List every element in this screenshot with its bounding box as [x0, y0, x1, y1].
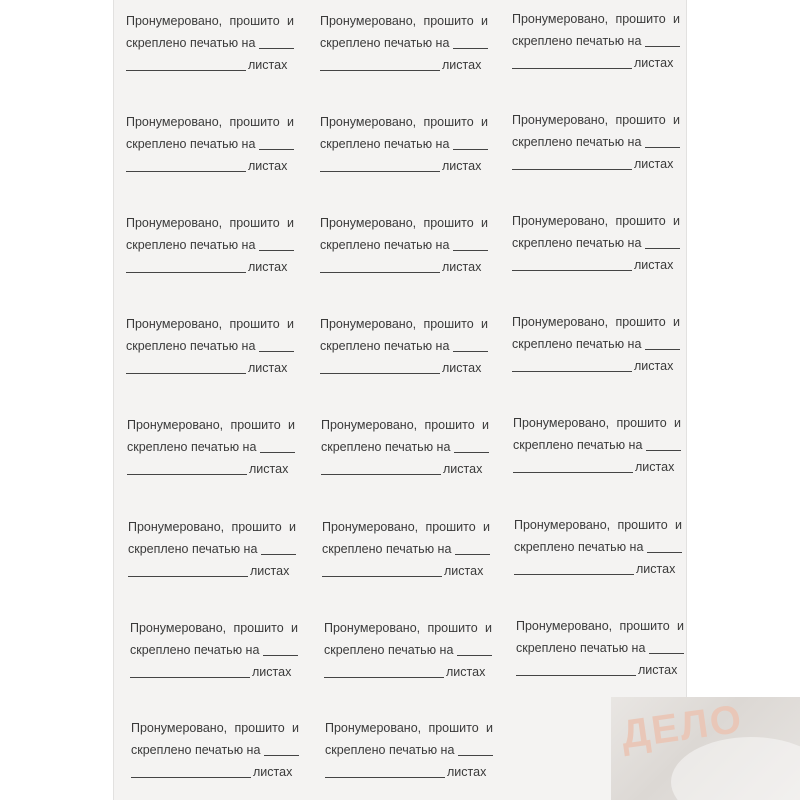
sticker-label: [322, 516, 490, 596]
label-word-stitched: прошито: [615, 12, 666, 26]
label-word-and: и: [287, 317, 294, 331]
label-word-numbered: Пронумеровано,: [320, 115, 417, 129]
label-line-1: [126, 313, 294, 335]
sheet-count-words-blank: [322, 576, 442, 577]
sheet-count-blank: [645, 232, 680, 249]
label-word-and: и: [674, 416, 681, 430]
label-word-sheets: листах: [248, 260, 288, 274]
label-word-stitched: прошито: [615, 214, 666, 228]
label-text-sealed: скреплено печатью на: [512, 236, 642, 250]
label-word-numbered: Пронумеровано,: [512, 113, 609, 127]
label-word-and: и: [482, 418, 489, 432]
label-word-numbered: Пронумеровано,: [512, 12, 609, 26]
sheet-count-blank: [645, 333, 680, 350]
sticker-label: [320, 10, 488, 90]
label-line-3: [512, 153, 680, 175]
label-text-sealed: скреплено печатью на: [320, 339, 450, 353]
label-line-3: [126, 155, 294, 177]
label-word-stitched: прошито: [233, 621, 284, 635]
label-line-3: [512, 52, 680, 74]
label-line-3: [131, 761, 299, 783]
label-line-1: [131, 717, 299, 739]
sheet-count-blank: [645, 131, 680, 148]
label-line-1: [126, 10, 294, 32]
label-line-2: [126, 335, 294, 357]
label-word-stitched: прошито: [231, 520, 282, 534]
label-line-3: [512, 254, 680, 276]
label-line-1: [512, 210, 680, 232]
sheet-count-blank: [259, 234, 294, 251]
sheet-count-blank: [454, 436, 489, 453]
sheet-count-words-blank: [324, 677, 444, 678]
label-line-3: [324, 661, 492, 683]
label-line-2: [320, 32, 488, 54]
sticker-label: [130, 617, 298, 697]
label-text-sealed: скреплено печатью на: [130, 643, 260, 657]
label-word-sheets: листах: [252, 665, 292, 679]
label-line-2: [512, 131, 680, 153]
sheet-count-words-blank: [516, 675, 636, 676]
sticker-label: [320, 111, 488, 191]
label-line-1: [512, 109, 680, 131]
label-line-2: [126, 133, 294, 155]
label-text-sealed: скреплено печатью на: [512, 135, 642, 149]
label-word-numbered: Пронумеровано,: [320, 14, 417, 28]
sheet-count-words-blank: [321, 474, 441, 475]
sticker-label: [512, 311, 680, 391]
label-line-2: [324, 639, 492, 661]
label-line-1: [513, 412, 681, 434]
label-word-stitched: прошито: [427, 621, 478, 635]
sheet-count-blank: [455, 538, 490, 555]
sticker-label: [513, 412, 681, 492]
label-word-stitched: прошито: [616, 416, 667, 430]
label-text-sealed: скреплено печатью на: [126, 137, 256, 151]
label-line-3: [320, 357, 488, 379]
label-word-stitched: прошито: [229, 216, 280, 230]
sheet-count-blank: [646, 434, 681, 451]
label-line-2: [126, 32, 294, 54]
label-word-and: и: [673, 113, 680, 127]
sticker-label: [128, 516, 296, 596]
label-word-and: и: [483, 520, 490, 534]
label-text-sealed: скреплено печатью на: [126, 339, 256, 353]
label-word-stitched: прошито: [615, 315, 666, 329]
label-word-and: и: [677, 619, 684, 633]
sticker-label: [126, 10, 294, 90]
label-word-sheets: листах: [638, 663, 678, 677]
sheet-count-words-blank: [320, 171, 440, 172]
label-line-1: [320, 10, 488, 32]
sheet-count-words-blank: [128, 576, 248, 577]
label-word-and: и: [481, 14, 488, 28]
label-line-1: [512, 311, 680, 333]
sticker-label: [127, 414, 295, 494]
label-line-1: [126, 111, 294, 133]
label-word-and: и: [481, 216, 488, 230]
sheet-count-blank: [645, 30, 680, 47]
label-word-sheets: листах: [248, 159, 288, 173]
label-word-stitched: прошито: [229, 317, 280, 331]
label-word-sheets: листах: [634, 56, 674, 70]
label-line-2: [512, 30, 680, 52]
label-word-numbered: Пронумеровано,: [322, 520, 419, 534]
label-word-stitched: прошито: [423, 216, 474, 230]
sticker-label: [512, 210, 680, 290]
sheet-count-blank: [259, 32, 294, 49]
label-word-and: и: [287, 115, 294, 129]
label-text-sealed: скреплено печатью на: [513, 438, 643, 452]
label-word-and: и: [673, 315, 680, 329]
label-word-stitched: прошито: [423, 14, 474, 28]
label-line-2: [325, 739, 493, 761]
label-word-numbered: Пронумеровано,: [128, 520, 225, 534]
sheet-count-words-blank: [126, 373, 246, 374]
label-line-3: [126, 357, 294, 379]
sheet-count-blank: [453, 335, 488, 352]
label-word-sheets: листах: [444, 564, 484, 578]
sheet-count-blank: [259, 335, 294, 352]
label-word-numbered: Пронумеровано,: [513, 416, 610, 430]
label-text-sealed: скреплено печатью на: [325, 743, 455, 757]
label-line-1: [324, 617, 492, 639]
label-word-numbered: Пронумеровано,: [516, 619, 613, 633]
label-line-2: [128, 538, 296, 560]
label-text-sealed: скреплено печатью на: [128, 542, 258, 556]
sticker-label: [126, 111, 294, 191]
label-line-3: [514, 558, 682, 580]
label-line-2: [512, 232, 680, 254]
label-word-and: и: [485, 621, 492, 635]
label-word-and: и: [481, 317, 488, 331]
label-word-sheets: листах: [442, 260, 482, 274]
sheet-count-blank: [264, 739, 299, 756]
label-word-stitched: прошито: [423, 317, 474, 331]
label-word-numbered: Пронумеровано,: [512, 315, 609, 329]
sheet-count-words-blank: [513, 472, 633, 473]
label-line-2: [320, 234, 488, 256]
label-word-numbered: Пронумеровано,: [126, 216, 223, 230]
label-word-sheets: листах: [253, 765, 293, 779]
label-line-1: [320, 111, 488, 133]
label-line-2: [127, 436, 295, 458]
sheet-count-words-blank: [320, 373, 440, 374]
label-word-numbered: Пронумеровано,: [127, 418, 224, 432]
label-line-3: [320, 54, 488, 76]
label-text-sealed: скреплено печатью на: [512, 34, 642, 48]
label-word-sheets: листах: [447, 765, 487, 779]
label-word-and: и: [291, 621, 298, 635]
label-text-sealed: скреплено печатью на: [324, 643, 454, 657]
label-line-1: [126, 212, 294, 234]
label-word-numbered: Пронумеровано,: [130, 621, 227, 635]
sticker-label: [126, 313, 294, 393]
label-line-2: [131, 739, 299, 761]
label-word-sheets: листах: [442, 58, 482, 72]
label-line-1: [128, 516, 296, 538]
label-word-stitched: прошито: [615, 113, 666, 127]
label-word-stitched: прошито: [619, 619, 670, 633]
label-word-stitched: прошито: [425, 520, 476, 534]
label-line-3: [320, 256, 488, 278]
label-line-2: [513, 434, 681, 456]
label-line-3: [513, 456, 681, 478]
label-word-and: и: [481, 115, 488, 129]
sheet-count-words-blank: [512, 169, 632, 170]
label-word-sheets: листах: [634, 157, 674, 171]
sheet-count-blank: [457, 639, 492, 656]
sheet-count-blank: [263, 639, 298, 656]
label-line-1: [322, 516, 490, 538]
label-word-and: и: [289, 520, 296, 534]
label-word-stitched: прошито: [229, 115, 280, 129]
label-line-1: [514, 514, 682, 536]
label-line-2: [512, 333, 680, 355]
sheet-count-blank: [647, 536, 682, 553]
label-line-1: [512, 8, 680, 30]
label-word-sheets: листах: [446, 665, 486, 679]
sheet-count-words-blank: [512, 371, 632, 372]
label-line-3: [321, 458, 489, 480]
label-word-sheets: листах: [635, 460, 675, 474]
label-line-3: [516, 659, 684, 681]
label-word-numbered: Пронумеровано,: [512, 214, 609, 228]
label-word-and: и: [673, 12, 680, 26]
label-word-and: и: [486, 721, 493, 735]
sticker-label: [516, 615, 684, 695]
label-word-stitched: прошито: [423, 115, 474, 129]
sheet-count-blank: [453, 32, 488, 49]
label-line-2: [320, 335, 488, 357]
label-word-numbered: Пронумеровано,: [131, 721, 228, 735]
label-text-sealed: скреплено печатью на: [322, 542, 452, 556]
label-text-sealed: скреплено печатью на: [514, 540, 644, 554]
label-text-sealed: скреплено печатью на: [321, 440, 451, 454]
label-word-sheets: листах: [634, 258, 674, 272]
label-line-1: [127, 414, 295, 436]
sheet-count-blank: [458, 739, 493, 756]
label-line-3: [512, 355, 680, 377]
label-word-and: и: [673, 214, 680, 228]
sheet-count-words-blank: [320, 272, 440, 273]
label-line-1: [320, 212, 488, 234]
sheet-count-blank: [649, 637, 684, 654]
sticker-label: [514, 514, 682, 594]
sheet-count-words-blank: [512, 270, 632, 271]
label-word-and: и: [287, 14, 294, 28]
label-line-2: [321, 436, 489, 458]
label-word-and: и: [292, 721, 299, 735]
label-word-and: и: [288, 418, 295, 432]
sticker-label: [131, 717, 299, 797]
sheet-count-blank: [453, 133, 488, 150]
sheet-count-words-blank: [131, 777, 251, 778]
label-sheet: [114, 0, 746, 800]
label-word-and: и: [287, 216, 294, 230]
sticker-label: [126, 212, 294, 292]
label-word-numbered: Пронумеровано,: [324, 621, 421, 635]
sheet-count-words-blank: [127, 474, 247, 475]
sheet-count-words-blank: [320, 70, 440, 71]
sheet-count-words-blank: [514, 574, 634, 575]
label-line-3: [126, 256, 294, 278]
label-line-1: [325, 717, 493, 739]
label-word-sheets: листах: [248, 58, 288, 72]
backing-print: ДЕЛО: [618, 697, 746, 758]
sticker-label: [512, 8, 680, 88]
label-word-numbered: Пронумеровано,: [320, 317, 417, 331]
label-word-stitched: прошито: [230, 418, 281, 432]
label-word-sheets: листах: [248, 361, 288, 375]
sheet-count-words-blank: [325, 777, 445, 778]
label-word-stitched: прошито: [617, 518, 668, 532]
label-text-sealed: скреплено печатью на: [126, 238, 256, 252]
label-line-1: [320, 313, 488, 335]
label-text-sealed: скреплено печатью на: [320, 36, 450, 50]
label-text-sealed: скреплено печатью на: [516, 641, 646, 655]
label-line-1: [516, 615, 684, 637]
label-word-sheets: листах: [250, 564, 290, 578]
sheet-count-blank: [260, 436, 295, 453]
sheet-count-words-blank: [126, 272, 246, 273]
label-line-3: [325, 761, 493, 783]
label-line-2: [130, 639, 298, 661]
label-word-sheets: листах: [442, 159, 482, 173]
label-text-sealed: скреплено печатью на: [126, 36, 256, 50]
label-word-numbered: Пронумеровано,: [126, 317, 223, 331]
sticker-label: [320, 313, 488, 393]
label-word-numbered: Пронумеровано,: [325, 721, 422, 735]
sticker-label: [320, 212, 488, 292]
sticker-label: [321, 414, 489, 494]
label-word-sheets: листах: [634, 359, 674, 373]
label-word-stitched: прошито: [229, 14, 280, 28]
label-word-sheets: листах: [443, 462, 483, 476]
label-word-sheets: листах: [249, 462, 289, 476]
label-line-3: [320, 155, 488, 177]
sticker-label: [325, 717, 493, 797]
sheet-count-words-blank: [126, 171, 246, 172]
label-line-2: [514, 536, 682, 558]
label-text-sealed: скреплено печатью на: [131, 743, 261, 757]
label-word-stitched: прошито: [428, 721, 479, 735]
label-word-numbered: Пронумеровано,: [514, 518, 611, 532]
sheet-count-blank: [259, 133, 294, 150]
label-line-3: [130, 661, 298, 683]
label-text-sealed: скреплено печатью на: [320, 238, 450, 252]
label-word-stitched: прошито: [234, 721, 285, 735]
label-line-1: [321, 414, 489, 436]
label-word-and: и: [675, 518, 682, 532]
label-word-numbered: Пронумеровано,: [321, 418, 418, 432]
backing-paper: [611, 697, 800, 800]
label-line-3: [128, 560, 296, 582]
sticker-label: [512, 109, 680, 189]
sheet-count-blank: [261, 538, 296, 555]
sticker-label: [324, 617, 492, 697]
label-text-sealed: скреплено печатью на: [127, 440, 257, 454]
label-text-sealed: скреплено печатью на: [512, 337, 642, 351]
label-word-numbered: Пронумеровано,: [320, 216, 417, 230]
label-word-stitched: прошито: [424, 418, 475, 432]
label-line-1: [130, 617, 298, 639]
sheet-count-blank: [453, 234, 488, 251]
label-word-sheets: листах: [442, 361, 482, 375]
label-line-3: [127, 458, 295, 480]
label-text-sealed: скреплено печатью на: [320, 137, 450, 151]
label-line-2: [320, 133, 488, 155]
label-line-2: [516, 637, 684, 659]
label-line-3: [322, 560, 490, 582]
label-word-numbered: Пронумеровано,: [126, 115, 223, 129]
label-line-2: [126, 234, 294, 256]
label-word-sheets: листах: [636, 562, 676, 576]
label-line-2: [322, 538, 490, 560]
sheet-count-words-blank: [512, 68, 632, 69]
sheet-count-words-blank: [126, 70, 246, 71]
label-line-3: [126, 54, 294, 76]
label-word-numbered: Пронумеровано,: [126, 14, 223, 28]
sheet-count-words-blank: [130, 677, 250, 678]
